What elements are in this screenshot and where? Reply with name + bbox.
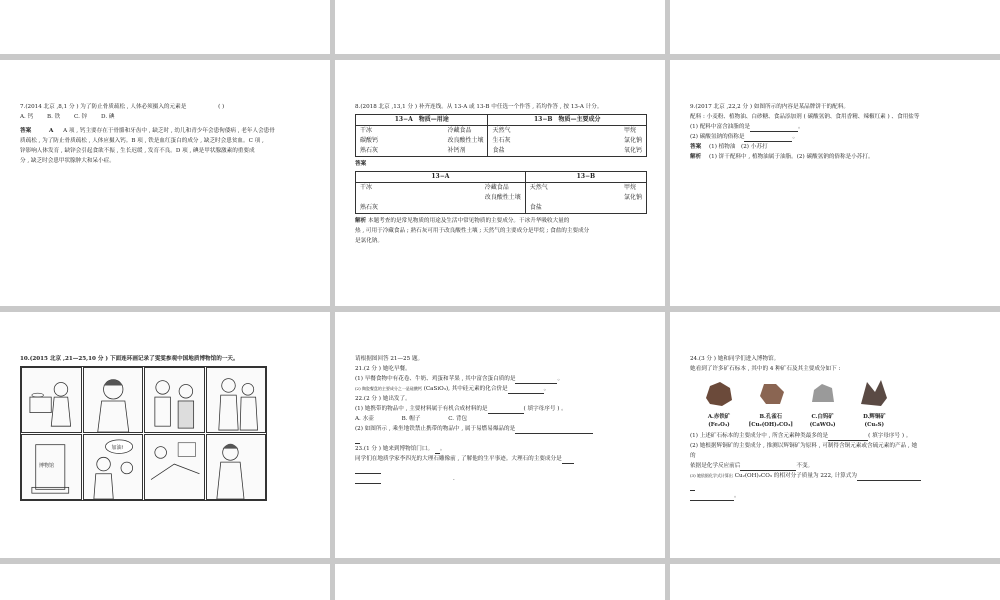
mineral-name: D.辉铜矿 xyxy=(863,414,886,420)
blank xyxy=(515,426,593,434)
b-left-0: 天然气 xyxy=(492,127,511,134)
answer-bracket: ( ) xyxy=(218,104,225,110)
question-24-intro: 她看到了许多矿石标本 , 其中的 4 种矿石及其主要成分如下 : xyxy=(690,366,841,372)
mineral-formula: (CaWO₄) xyxy=(809,422,836,428)
blank xyxy=(690,493,734,501)
question-8-text: 8.(2018 北京 ,13,1 分 ) 补齐连线。从 13-A 或 13-B 中任选一个作答 , 若均作答 , 按 13-A 计分。 xyxy=(355,104,603,110)
a2-right-1: 改良酸性土壤 xyxy=(484,194,521,201)
blank xyxy=(355,476,381,484)
b-right-0: 甲烷 xyxy=(623,127,636,134)
explanation-text: (1) 饼干配料中 , 植物油属于油脂。(2) 碳酸氢钠的俗称是小苏打。 xyxy=(708,154,874,160)
header-13b: 13−B 物质—主要成分 xyxy=(488,115,647,126)
question-22-1b: ( 填字母序号 ) 。 xyxy=(523,406,567,412)
b-left-1: 生石灰 xyxy=(492,137,511,144)
answer-value: A xyxy=(48,128,54,134)
blank xyxy=(562,456,574,464)
question-10-text: 10.(2015 北京 ,21—25,10 分 ) 下面连环画记录了雯雯参观中国地质博物馆的一天。 xyxy=(20,356,239,362)
a-left-0: 干冰 xyxy=(360,127,373,134)
option-a: A. 水壶 xyxy=(355,416,374,422)
ingredients-text: 配料 : 小麦粉、植物油、白砂糖、食品添加剂 ( 碳酸氢钠、食用香精、辣椒红素 ) 、食用盐等 xyxy=(690,114,920,120)
comic-panel-8 xyxy=(206,434,267,500)
blank xyxy=(515,376,557,384)
blank xyxy=(857,473,921,481)
subquestion-2b: 的 xyxy=(690,453,696,459)
page-question-10 xyxy=(0,312,330,558)
answer-text: (1) 植物油 (2) 小苏打 xyxy=(708,144,768,150)
comic-panel-2 xyxy=(83,367,144,433)
page-question-24: 24.(3 分 ) 她和同学们进入博物馆。 她看到了许多矿石标本 , 其中的 4 种矿石及其主要成分如下 : A.赤铁矿 (Fe₂O₃) B.孔雀石 [Cu₂(OH)₂CO₃] C.白钨矿 (CaWO₄) D.辉铜矿 (Cu₂S) (1) 上述矿石标本的主要成分中 , 所含元素种类最多的是 ( 填字母序号 ) 。 (2) 她根据辉铜矿的主要成分 , 推测以辉铜矿为原料 , 可制得含铜元素或含硫元素的产品 , 她 的 依据是化学反应前后 不变。 (3) 她依据化学式计算出 Cu₂(OH)₂CO₃ 的相对分子质量为 222, 计算式为 。 xyxy=(670,312,1000,558)
page-question-7 xyxy=(0,60,330,306)
mineral-formula: (Fe₂O₃) xyxy=(708,422,730,428)
option-b: B. 帽子 xyxy=(401,416,421,422)
subquestion-2c: 依据是化学反应前后 xyxy=(690,463,741,469)
a2-right-0: 冷藏食品 xyxy=(484,184,509,191)
page-bottom-left xyxy=(0,564,330,600)
b-right-1: 氯化钠 xyxy=(623,137,642,144)
mineral-name: C.白钨矿 xyxy=(811,414,834,420)
comic-panel-4 xyxy=(206,367,267,433)
question-22-1: (1) 她携带的物品中 , 主要材料属于有机合成材料的是 xyxy=(355,406,488,412)
answer-label: 答案 xyxy=(355,161,367,167)
subquestion-3a: (3) 她依据化学式计算出 xyxy=(690,473,733,478)
a-left-2: 熟石灰 xyxy=(360,147,379,154)
intro-text: 请根据图回答 21—25 题。 xyxy=(355,356,424,362)
page-question-9: 9.(2017 北京 ,22,2 分 ) 如图所示的内容是某品牌饼干的配料。 配料 : 小麦粉、植物油、白砂糖、食品添加剂 ( 碳酸氢钠、食用香精、辣椒红素 ) 、食用盐等 (1) 配料中富含油脂的是 。 (2) 碳酸氢钠的俗称是 。 答案 (1) 植物油 (2) 小苏打 解析 (1) 饼干配料中 , 植物油属于油脂。(2) 碳酸氢钠的俗称是小苏打。 xyxy=(670,60,1000,306)
option-a: A. 钙 xyxy=(20,114,34,120)
blank xyxy=(508,386,544,394)
explanation-line-1: 本题考查的是常见物质的用途及生活中常见物质的主要成分。干冰升华吸收大量的 xyxy=(367,218,570,224)
mineral-chalcocite xyxy=(849,378,899,429)
answer-header-13a: 13−A xyxy=(356,172,526,183)
explanation-label: 解析 xyxy=(690,154,702,160)
a2-left-0: 干冰 xyxy=(360,184,373,191)
subquestion-1: (1) 配料中富含油脂的是 xyxy=(690,124,751,130)
option-c: C. 背包 xyxy=(448,416,468,422)
question-7-text: 7.(2014 北京 ,8,1 分 ) 为了防止骨质疏松 , 人体必须摄入的元素是 xyxy=(20,104,187,110)
mineral-formula: [Cu₂(OH)₂CO₃] xyxy=(748,422,793,428)
question-21-2a: (2) 陶瓷餐盘的主要成分之一是硅酸钙 xyxy=(355,386,422,391)
comic-panel-7 xyxy=(144,434,205,500)
question-23-text: 同学们在地质学家李四光的大理石雕像前 , 了解他的生平事迹。大理石的主要成分是 xyxy=(355,456,562,462)
a-right-0: 冷藏食品 xyxy=(447,127,472,134)
b2-left-0: 天然气 xyxy=(529,184,548,191)
mineral-formula: (Cu₂S) xyxy=(864,422,885,428)
page-question-8 xyxy=(335,60,665,306)
page-top-middle xyxy=(335,0,665,54)
mineral-row xyxy=(694,378,982,429)
page-top-left xyxy=(0,0,330,54)
question-21: 21.(2 分 ) 她吃早餐。 xyxy=(355,366,411,372)
answer-table xyxy=(355,171,647,214)
page-bottom-middle xyxy=(335,564,665,600)
question-22-2: (2) 如图所示 , 乘坐地铁禁止携带的物品中 , 属于易燃易爆品的是 xyxy=(355,426,516,432)
blank xyxy=(750,124,798,132)
a2-left-1: 熟石灰 xyxy=(360,204,379,211)
page-bottom-right xyxy=(670,564,1000,600)
blank xyxy=(355,436,360,444)
mineral-scheelite xyxy=(798,378,848,429)
a-right-1: 改良酸性土壤 xyxy=(447,137,484,144)
subquestion-2d: 不变。 xyxy=(796,463,814,469)
question-21-1: (1) 早餐食物中有花卷、牛奶、鸡蛋和苹果 , 其中富含蛋白质的是 xyxy=(355,376,516,382)
speech-bubble: 加油! xyxy=(111,445,124,451)
page-questions-21-23: 请根据图回答 21—25 题。 21.(2 分 ) 她吃早餐。 (1) 早餐食物中有花卷、牛奶、鸡蛋和苹果 , 其中富含蛋白质的是 。 (2) 陶瓷餐盘的主要成分之一是硅酸钙 (CaSiO₃), 其中硅元素的化合价是 。 22.(2 分 ) 她出发了。 (1) 她携带的物品中 , 主要材料属于有机合成材料的是 ( 填字母序号 ) 。 A. 水壶 B. 帽子 C. 背包 (2) 如图所示 , 乘坐地铁禁止携带的物品中 , 属于易燃易爆品的是 23.(1 分 ) 她来到博物馆门口。 。 同学们在地质学家李四光的大理石雕像前 , 了解他的生平事迹。大理石的主要成分是 . xyxy=(335,312,665,558)
explanation-line-3: 是氯化钠。 xyxy=(355,238,383,244)
answer-header-13b: 13−B xyxy=(525,172,646,183)
explanation-line-3: 锌影响人体发育 , 缺锌会引起食欲不振 , 生长迟缓 , 发育不良。D 项 , 碘是甲状腺激素的重要成 xyxy=(20,148,255,154)
b-left-2: 食盐 xyxy=(492,147,505,154)
page-top-right xyxy=(670,0,1000,54)
subquestion-3b: Cu₂(OH)₂CO₃ 的相对分子质量为 222, 计算式为 xyxy=(734,473,857,479)
question-22: 22.(2 分 ) 她出发了。 xyxy=(355,396,411,402)
subquestion-1b: ( 填字母序号 ) 。 xyxy=(868,433,912,439)
answer-label: 答案 xyxy=(20,128,32,134)
mineral-name: B.孔雀石 xyxy=(759,414,783,420)
blank xyxy=(828,433,868,441)
b-right-2: 氧化钙 xyxy=(623,147,642,154)
header-13a: 13−A 物质—用途 xyxy=(356,115,488,126)
subquestion-2: (2) 她根据辉铜矿的主要成分 , 推测以辉铜矿为原料 , 可制得含铜元素或含硫元素的产品 , 她 xyxy=(690,443,918,449)
question-23: 23.(1 分 ) 她来到博物馆门口。 xyxy=(355,446,434,452)
explanation-line-2: 质疏松 , 为了防止骨质疏松 , 人体应摄入钙。B 项 , 铁是血红蛋白的成分 , 缺乏时会患贫血。C 项 , xyxy=(20,138,264,144)
b2-left-1: 食盐 xyxy=(529,204,542,211)
b2-right-0: 甲烷 xyxy=(623,184,636,191)
mineral-malachite xyxy=(746,378,796,429)
comic-strip xyxy=(20,366,267,501)
mineral-hematite xyxy=(694,378,744,429)
subquestion-2: (2) 碳酸氢钠的俗称是 xyxy=(690,134,745,140)
question-21-2b: (CaSiO₃), 其中硅元素的化合价是 xyxy=(423,386,508,392)
question-24: 24.(3 分 ) 她和同学们进入博物馆。 xyxy=(690,356,780,362)
answer-label: 答案 xyxy=(690,144,702,150)
matching-table xyxy=(355,114,647,157)
comic-panel-5 xyxy=(21,434,82,500)
option-c: C. 锌 xyxy=(74,114,88,120)
explanation-line-4: 分 , 缺乏时会患甲状腺肿大和呆小症。 xyxy=(20,158,115,164)
comic-panel-6 xyxy=(83,434,144,500)
museum-sign: 博物馆 xyxy=(39,463,55,469)
a-right-2: 补钙剂 xyxy=(447,147,466,154)
mineral-name: A.赤铁矿 xyxy=(707,414,731,420)
comic-panel-3 xyxy=(144,367,205,433)
option-b: B. 铁 xyxy=(46,114,61,120)
subquestion-1: (1) 上述矿石标本的主要成分中 , 所含元素种类最多的是 xyxy=(690,433,829,439)
comic-panel-1 xyxy=(21,367,82,433)
a-left-1: 碳酸钙 xyxy=(360,137,379,144)
option-d: D. 碘 xyxy=(101,114,115,120)
blank xyxy=(355,466,381,474)
blank xyxy=(744,134,792,142)
explanation-label: 解析 xyxy=(355,218,367,224)
blank xyxy=(488,406,524,414)
blank xyxy=(690,483,695,491)
explanation-line-2: 热 , 可用于冷藏食品 ; 熟石灰可用于改良酸性土壤 ; 天然气的主要成分是甲烷 ; 食盐的主要成分 xyxy=(355,228,590,234)
question-9-text: 9.(2017 北京 ,22,2 分 ) 如图所示的内容是某品牌饼干的配料。 xyxy=(690,104,849,110)
b2-right-1: 氯化钠 xyxy=(623,194,642,201)
explanation-line-1: A 项 , 钙主要存在于骨骼和牙齿中 , 缺乏时 , 幼儿和青少年会患佝偻病 , 老年人会患骨 xyxy=(63,128,275,134)
blank xyxy=(740,463,796,471)
blank xyxy=(435,446,440,454)
